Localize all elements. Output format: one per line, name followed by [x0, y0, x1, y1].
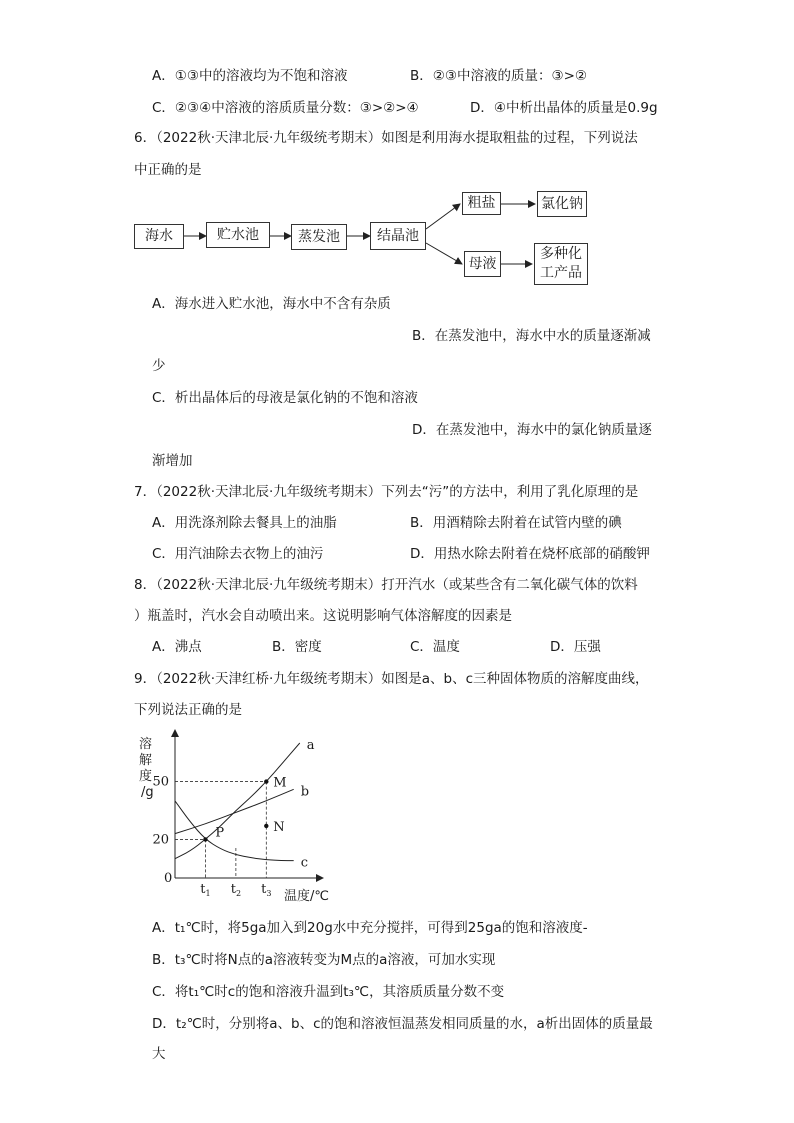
q8-option-a: A．沸点: [152, 639, 202, 655]
point-label-n: N: [273, 819, 285, 835]
q6-option-c: C．析出晶体后的母液是氯化钠的不饱和溶液: [152, 390, 418, 406]
q7-option-d: D．用热水除去附着在烧杯底部的硝酸钾: [410, 546, 650, 562]
q5-option-c: C．②③④中溶液的溶质质量分数：③>②>④: [152, 100, 419, 116]
q8-stem-line1: 8．（2022秋·天津北辰·九年级统考期末）打开汽水（或某些含有二氧化碳气体的饮料: [134, 577, 638, 593]
q9-option-a: A．t₁℃时，将5ga加入到20g水中充分搅拌，可得到25ga的饱和溶液度-: [152, 920, 588, 936]
q9-option-d-line1: D．t₂℃时，分别将a、b、c的饱和溶液恒温蒸发相同质量的水，a析出固体的质量最: [152, 1016, 653, 1032]
point-m: [264, 779, 268, 783]
q8-option-b: B．密度: [272, 639, 322, 655]
q8-option-d: D．压强: [550, 639, 601, 655]
q5-option-d: D．④中析出晶体的质量是0.9g: [470, 100, 658, 116]
x-axis-label: 温度/℃: [284, 889, 329, 904]
q9-option-b: B．t₃℃时将N点的a溶液转变为M点的a溶液，可加水实现: [152, 952, 496, 968]
box-crystallization-pool: 结晶池: [370, 222, 426, 250]
q6-option-d-line1: D．在蒸发池中，海水中的氯化钠质量逐: [412, 422, 652, 438]
x-tick-label-t3: $t_3$: [261, 882, 272, 898]
y-axis-label-2: 度: [139, 769, 153, 784]
y-axis-label-3: /g: [141, 785, 154, 800]
q5-option-b: B．②③中溶液的质量：③>②: [410, 68, 587, 84]
point-p: [203, 837, 207, 841]
y-axis-label-1: 解: [139, 753, 153, 768]
origin-label: 0: [164, 871, 173, 886]
box-crude-salt: 粗盐: [462, 192, 501, 215]
q9-stem-line2: 下列说法正确的是: [134, 702, 242, 718]
q6-stem-line2: 中正确的是: [134, 162, 202, 178]
q8-option-c: C．温度: [410, 639, 460, 655]
q7-option-a: A．用洗涤剂除去餐具上的油脂: [152, 515, 337, 531]
q6-option-d-line2: 渐增加: [152, 453, 193, 469]
q9-option-d-line2: 大: [152, 1046, 166, 1062]
box-sodium-chloride: 氯化钠: [537, 191, 587, 217]
q9-stem-line1: 9．（2022秋·天津红桥·九年级统考期末）如图是a、b、c三种固体物质的溶解度曲线，: [134, 671, 649, 687]
q6-stem-line1: 6．（2022秋·天津北辰·九年级统考期末）如图是利用海水提取粗盐的过程，下列说法: [134, 130, 638, 146]
y-tick-label-50: 50: [152, 774, 169, 790]
y-tick-label-20: 20: [152, 832, 169, 848]
curve-label-a: a: [306, 738, 315, 753]
point-label-m: M: [273, 775, 287, 791]
box-mother-liquor: 母液: [464, 251, 501, 277]
q7-option-b: B．用酒精除去附着在试管内壁的碘: [410, 515, 622, 531]
point-n: [264, 824, 268, 828]
q6-option-a: A．海水进入贮水池，海水中不含有杂质: [152, 296, 391, 312]
box-evaporation-pool: 蒸发池: [291, 224, 347, 250]
q7-option-c: C．用汽油除去衣物上的油污: [152, 546, 324, 562]
curve-a: [175, 743, 300, 859]
q7-stem: 7．（2022秋·天津北辰·九年级统考期末）下列去“污”的方法中，利用了乳化原理的是: [134, 484, 639, 500]
box-seawater: 海水: [134, 224, 184, 249]
q6-option-b-line1: B．在蒸发池中，海水中水的质量逐渐减: [412, 328, 651, 344]
x-tick-label-t1: $t_1$: [200, 882, 211, 898]
box-chemical-products: 多种化工产品: [534, 243, 588, 285]
q6-option-b-line2: 少: [152, 358, 166, 374]
point-label-p: P: [215, 825, 225, 841]
q9-option-c: C．将t₁℃时c的饱和溶液升温到t₃℃，其溶质质量分数不变: [152, 984, 505, 1000]
q8-stem-line2: ）瓶盖时，汽水会自动喷出来。这说明影响气体溶解度的因素是: [134, 608, 512, 624]
box-storage-pool: 贮水池: [206, 222, 270, 248]
x-tick-label-t2: $t_2$: [230, 882, 242, 898]
q5-option-a: A．①③中的溶液均为不饱和溶液: [152, 68, 348, 84]
curve-label-c: c: [300, 855, 308, 871]
curve-label-b: b: [300, 784, 310, 800]
y-axis-label-0: 溶: [139, 737, 153, 752]
